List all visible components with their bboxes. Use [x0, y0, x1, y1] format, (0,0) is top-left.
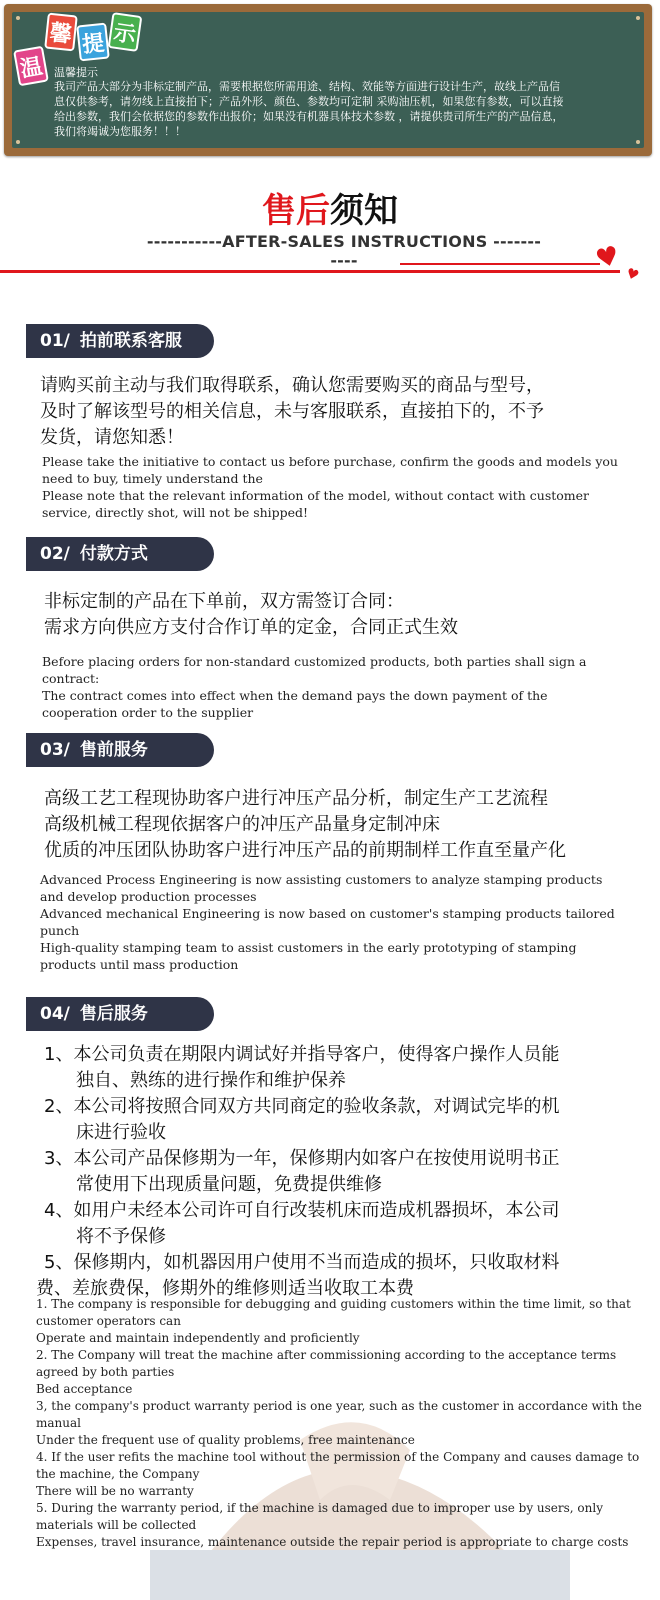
- zh-line: 高级工艺工程现协助客户进行冲压产品分析，制定生产工艺流程: [44, 788, 548, 809]
- zh-line: 发货，请您知悉！: [40, 427, 184, 448]
- section-label: 售前服务: [79, 740, 148, 760]
- page-subtitle: -----------AFTER-SALES INSTRUCTIONS -----------: [146, 232, 542, 270]
- notice-sticker: 温: [13, 46, 49, 87]
- en-line: 5. During the warranty period, if the machine is damaged due to improper use by users, only: [36, 1501, 603, 1515]
- notice-line: 给出参数，我们会依据您的参数作出报价；如果没有机器具体技术参数 ，请提供贵司所生产的产品信息，: [54, 110, 564, 123]
- en-line: Please note that the relevant information of the model, without contact with customer: [42, 488, 590, 503]
- section-en-text: [36, 1296, 642, 1551]
- en-line: Please take the initiative to contact us before purchase, confirm the goods and models you: [42, 454, 618, 469]
- en-line: cooperation order to the supplier: [42, 705, 254, 720]
- en-line: High-quality stamping team to assist customers in the early prototyping of stamping: [40, 940, 577, 955]
- section-label: 拍前联系客服: [79, 331, 182, 351]
- en-line: 3, the company's product warranty period is one year, such as the customer in accordance with the: [36, 1399, 642, 1413]
- notice-line: 息仅供参考，请勿线上直接拍下；产品外形、颜色、参数均可定制 采购油压机，如果您有参数，可以直接: [54, 95, 564, 108]
- en-line: Advanced mechanical Engineering is now based on customer's stamping products tailored: [40, 906, 615, 921]
- nail-icon: [636, 140, 640, 144]
- section-number: 03/: [40, 740, 70, 760]
- en-line: The contract comes into effect when the demand pays the down payment of the: [42, 688, 548, 703]
- en-line: Operate and maintain independently and proficiently: [36, 1331, 360, 1345]
- section-tag-02: [26, 537, 214, 571]
- en-line: punch: [40, 923, 80, 938]
- en-line: customer operators can: [36, 1314, 181, 1328]
- section-number: 02/: [40, 544, 70, 564]
- section-number: 04/: [40, 1004, 70, 1024]
- section-en-text: [40, 871, 615, 973]
- page-title-red: 售后: [262, 191, 330, 231]
- notice-line: 我们将竭诚为您服务！！！: [54, 125, 186, 138]
- notice-text: [54, 79, 614, 139]
- zh-line: 高级机械工程现依据客户的冲压产品量身定制冲床: [44, 814, 440, 835]
- zh-line: 4、如用户未经本公司许可自行改装机床而造成机器损坏，本公司: [44, 1200, 560, 1221]
- notice-line: 我司产品大部分为非标定制产品，需要根据您所需用途、结构、效能等方面进行设计生产，故线上产品信: [54, 80, 560, 93]
- en-line: and develop production processes: [40, 889, 257, 904]
- en-line: contract:: [42, 671, 100, 686]
- notice-board: [4, 4, 652, 156]
- section-label: 付款方式: [79, 544, 148, 564]
- en-line: need to buy, timely understand the: [42, 471, 263, 486]
- zh-line: 5、保修期内，如机器因用户使用不当而造成的损坏，只收取材料: [44, 1252, 560, 1273]
- notice-sticker: 馨: [44, 13, 78, 52]
- divider: [400, 263, 600, 265]
- nail-icon: [16, 16, 20, 20]
- en-line: Advanced Process Engineering is now assisting customers to analyze stamping products: [40, 872, 603, 887]
- page-title-black: 须知: [330, 191, 398, 231]
- heart-icon: ♥: [623, 265, 641, 285]
- en-line: Under the frequent use of quality problems, free maintenance: [36, 1433, 415, 1447]
- zh-line: 3、本公司产品保修期为一年，保修期内如客户在按使用说明书正: [44, 1148, 560, 1169]
- zh-line: 非标定制的产品在下单前，双方需签订合同：: [44, 591, 404, 612]
- en-line: Expenses, travel insurance, maintenance outside the repair period is appropriate to charge costs: [36, 1535, 629, 1549]
- en-line: products until mass production: [40, 957, 239, 972]
- zh-line: 常使用下出现质量问题，免费提供维修: [76, 1174, 382, 1195]
- section-tag-04: [26, 997, 214, 1031]
- zh-line: 床进行验收: [76, 1122, 166, 1143]
- section-tag-03: [26, 733, 214, 767]
- notice-sticker: 示: [108, 12, 143, 52]
- en-line: There will be no warranty: [36, 1484, 194, 1498]
- en-line: manual: [36, 1416, 81, 1430]
- en-line: 1. The company is responsible for debugging and guiding customers within the time limit, so that: [36, 1297, 631, 1311]
- section-label: 售后服务: [79, 1004, 148, 1024]
- section-tag-01: [26, 324, 214, 358]
- section-zh-text: [44, 786, 566, 864]
- zh-line: 1、本公司负责在期限内调试好并指导客户，使得客户操作人员能: [44, 1044, 560, 1065]
- section-en-text: [42, 453, 618, 521]
- zh-line: 优质的冲压团队协助客户进行冲压产品的前期制样工作直至量产化: [44, 840, 566, 861]
- section-zh-text: [40, 373, 544, 451]
- en-line: materials will be collected: [36, 1518, 197, 1532]
- en-line: service, directly shot, will not be shipped!: [42, 505, 309, 520]
- en-line: agreed by both parties: [36, 1365, 175, 1379]
- zh-line: 将不予保修: [76, 1226, 166, 1247]
- heart-icon: ♥: [592, 240, 623, 276]
- en-line: 2. The Company will treat the machine after commissioning according to the acceptance terms: [36, 1348, 617, 1362]
- section-zh-text: [36, 1042, 560, 1302]
- nail-icon: [636, 16, 640, 20]
- section-number: 01/: [40, 331, 70, 351]
- zh-line: 2、本公司将按照合同双方共同商定的验收条款，对调试完毕的机: [44, 1096, 560, 1117]
- zh-line: 请购买前主动与我们取得联系，确认您需要购买的商品与型号，: [40, 375, 544, 396]
- en-line: Before placing orders for non-standard customized products, both parties shall sign a: [42, 654, 587, 669]
- notice-sticker: 提: [76, 23, 110, 62]
- zh-line: 费、差旅费保，修期外的维修则适当收取工本费: [36, 1278, 414, 1299]
- notice-title: 温馨提示: [54, 66, 98, 79]
- nail-icon: [16, 140, 20, 144]
- en-line: 4. If the user refits the machine tool without the permission of the Company and causes damage to: [36, 1450, 640, 1464]
- zh-line: 独自、熟练的进行操作和维护保养: [76, 1070, 346, 1091]
- en-line: Bed acceptance: [36, 1382, 133, 1396]
- section-zh-text: [44, 589, 458, 641]
- zh-line: 及时了解该型号的相关信息，未与客服联系，直接拍下的，不予: [40, 401, 544, 422]
- zh-line: 需求方向供应方支付合作订单的定金，合同正式生效: [44, 617, 458, 638]
- en-line: the machine, the Company: [36, 1467, 200, 1481]
- page-title: [0, 183, 660, 232]
- divider: [0, 270, 620, 273]
- section-en-text: [42, 653, 586, 721]
